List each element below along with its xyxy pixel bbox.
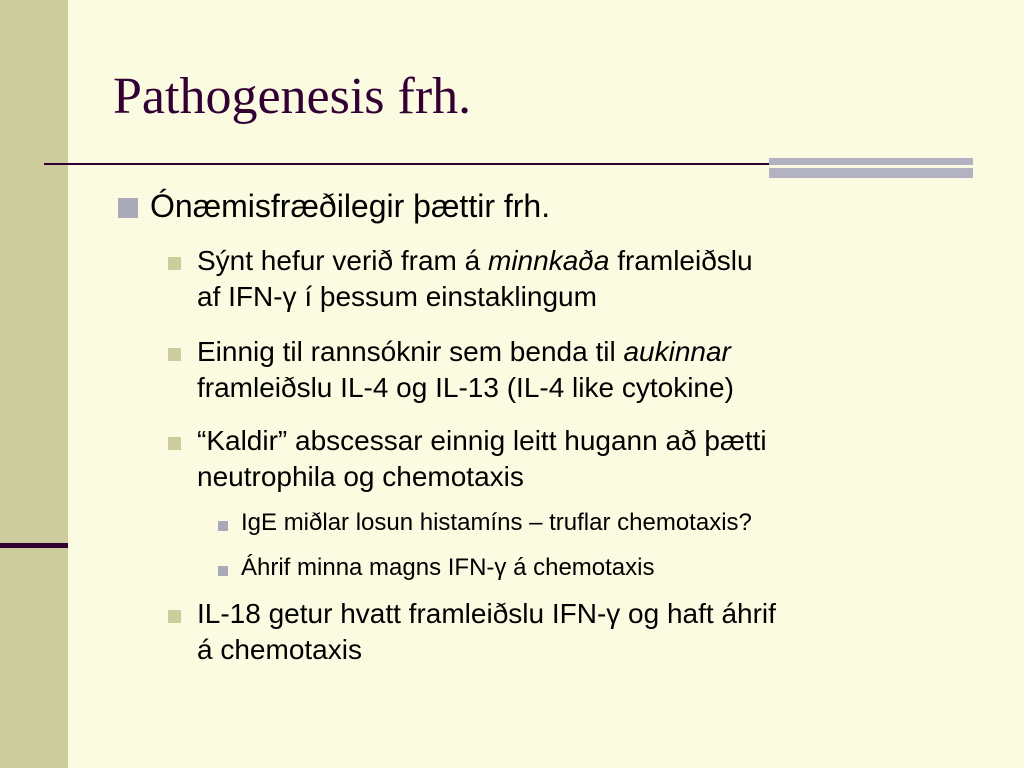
bullet-line: á chemotaxis [197, 634, 362, 665]
square-bullet-icon [218, 521, 228, 531]
bullet-line: framleiðslu IL-4 og IL-13 (IL-4 like cytokine) [197, 372, 734, 403]
divider-bar-bottom [769, 168, 973, 178]
left-band-accent [0, 543, 68, 548]
bullet-text [197, 596, 776, 668]
text-run: framleiðslu [609, 245, 753, 276]
square-bullet-icon [168, 437, 181, 450]
bullet-line: af IFN-γ í þessum einstaklingum [197, 281, 597, 312]
bullet-line [197, 243, 753, 279]
bullet-line: “Kaldir” abscessar einnig leitt hugann að þætti [197, 425, 767, 456]
square-bullet-icon [168, 257, 181, 270]
square-bullet-icon [168, 610, 181, 623]
text-run: Sýnt hefur verið fram á [197, 245, 489, 276]
slide-title: Pathogenesis frh. [113, 68, 472, 125]
title-divider-line [44, 163, 769, 165]
emphasis-text: minnkaða [488, 245, 610, 276]
left-decorative-band [0, 0, 68, 768]
square-bullet-icon [168, 348, 181, 361]
bullet-line [197, 334, 734, 370]
bullet-text: IgE miðlar losun histamíns – truflar chemotaxis? [241, 509, 752, 536]
bullet-text [197, 243, 753, 315]
square-bullet-icon [118, 198, 138, 218]
square-bullet-icon [218, 566, 228, 576]
bullet-text [197, 334, 734, 406]
emphasis-text: aukinnar [623, 336, 731, 367]
bullet-text: Ónæmisfræðilegir þættir frh. [150, 188, 551, 224]
text-run: Einnig til rannsóknir sem benda til [197, 336, 624, 367]
divider-bar-top [769, 158, 973, 165]
bullet-line: neutrophila og chemotaxis [197, 461, 524, 492]
bullet-line: IL-18 getur hvatt framleiðslu IFN-γ og haft áhrif [197, 598, 776, 629]
title-divider-bars [769, 158, 973, 178]
bullet-text [197, 423, 767, 495]
bullet-text: Áhrif minna magns IFN-γ á chemotaxis [241, 554, 655, 581]
